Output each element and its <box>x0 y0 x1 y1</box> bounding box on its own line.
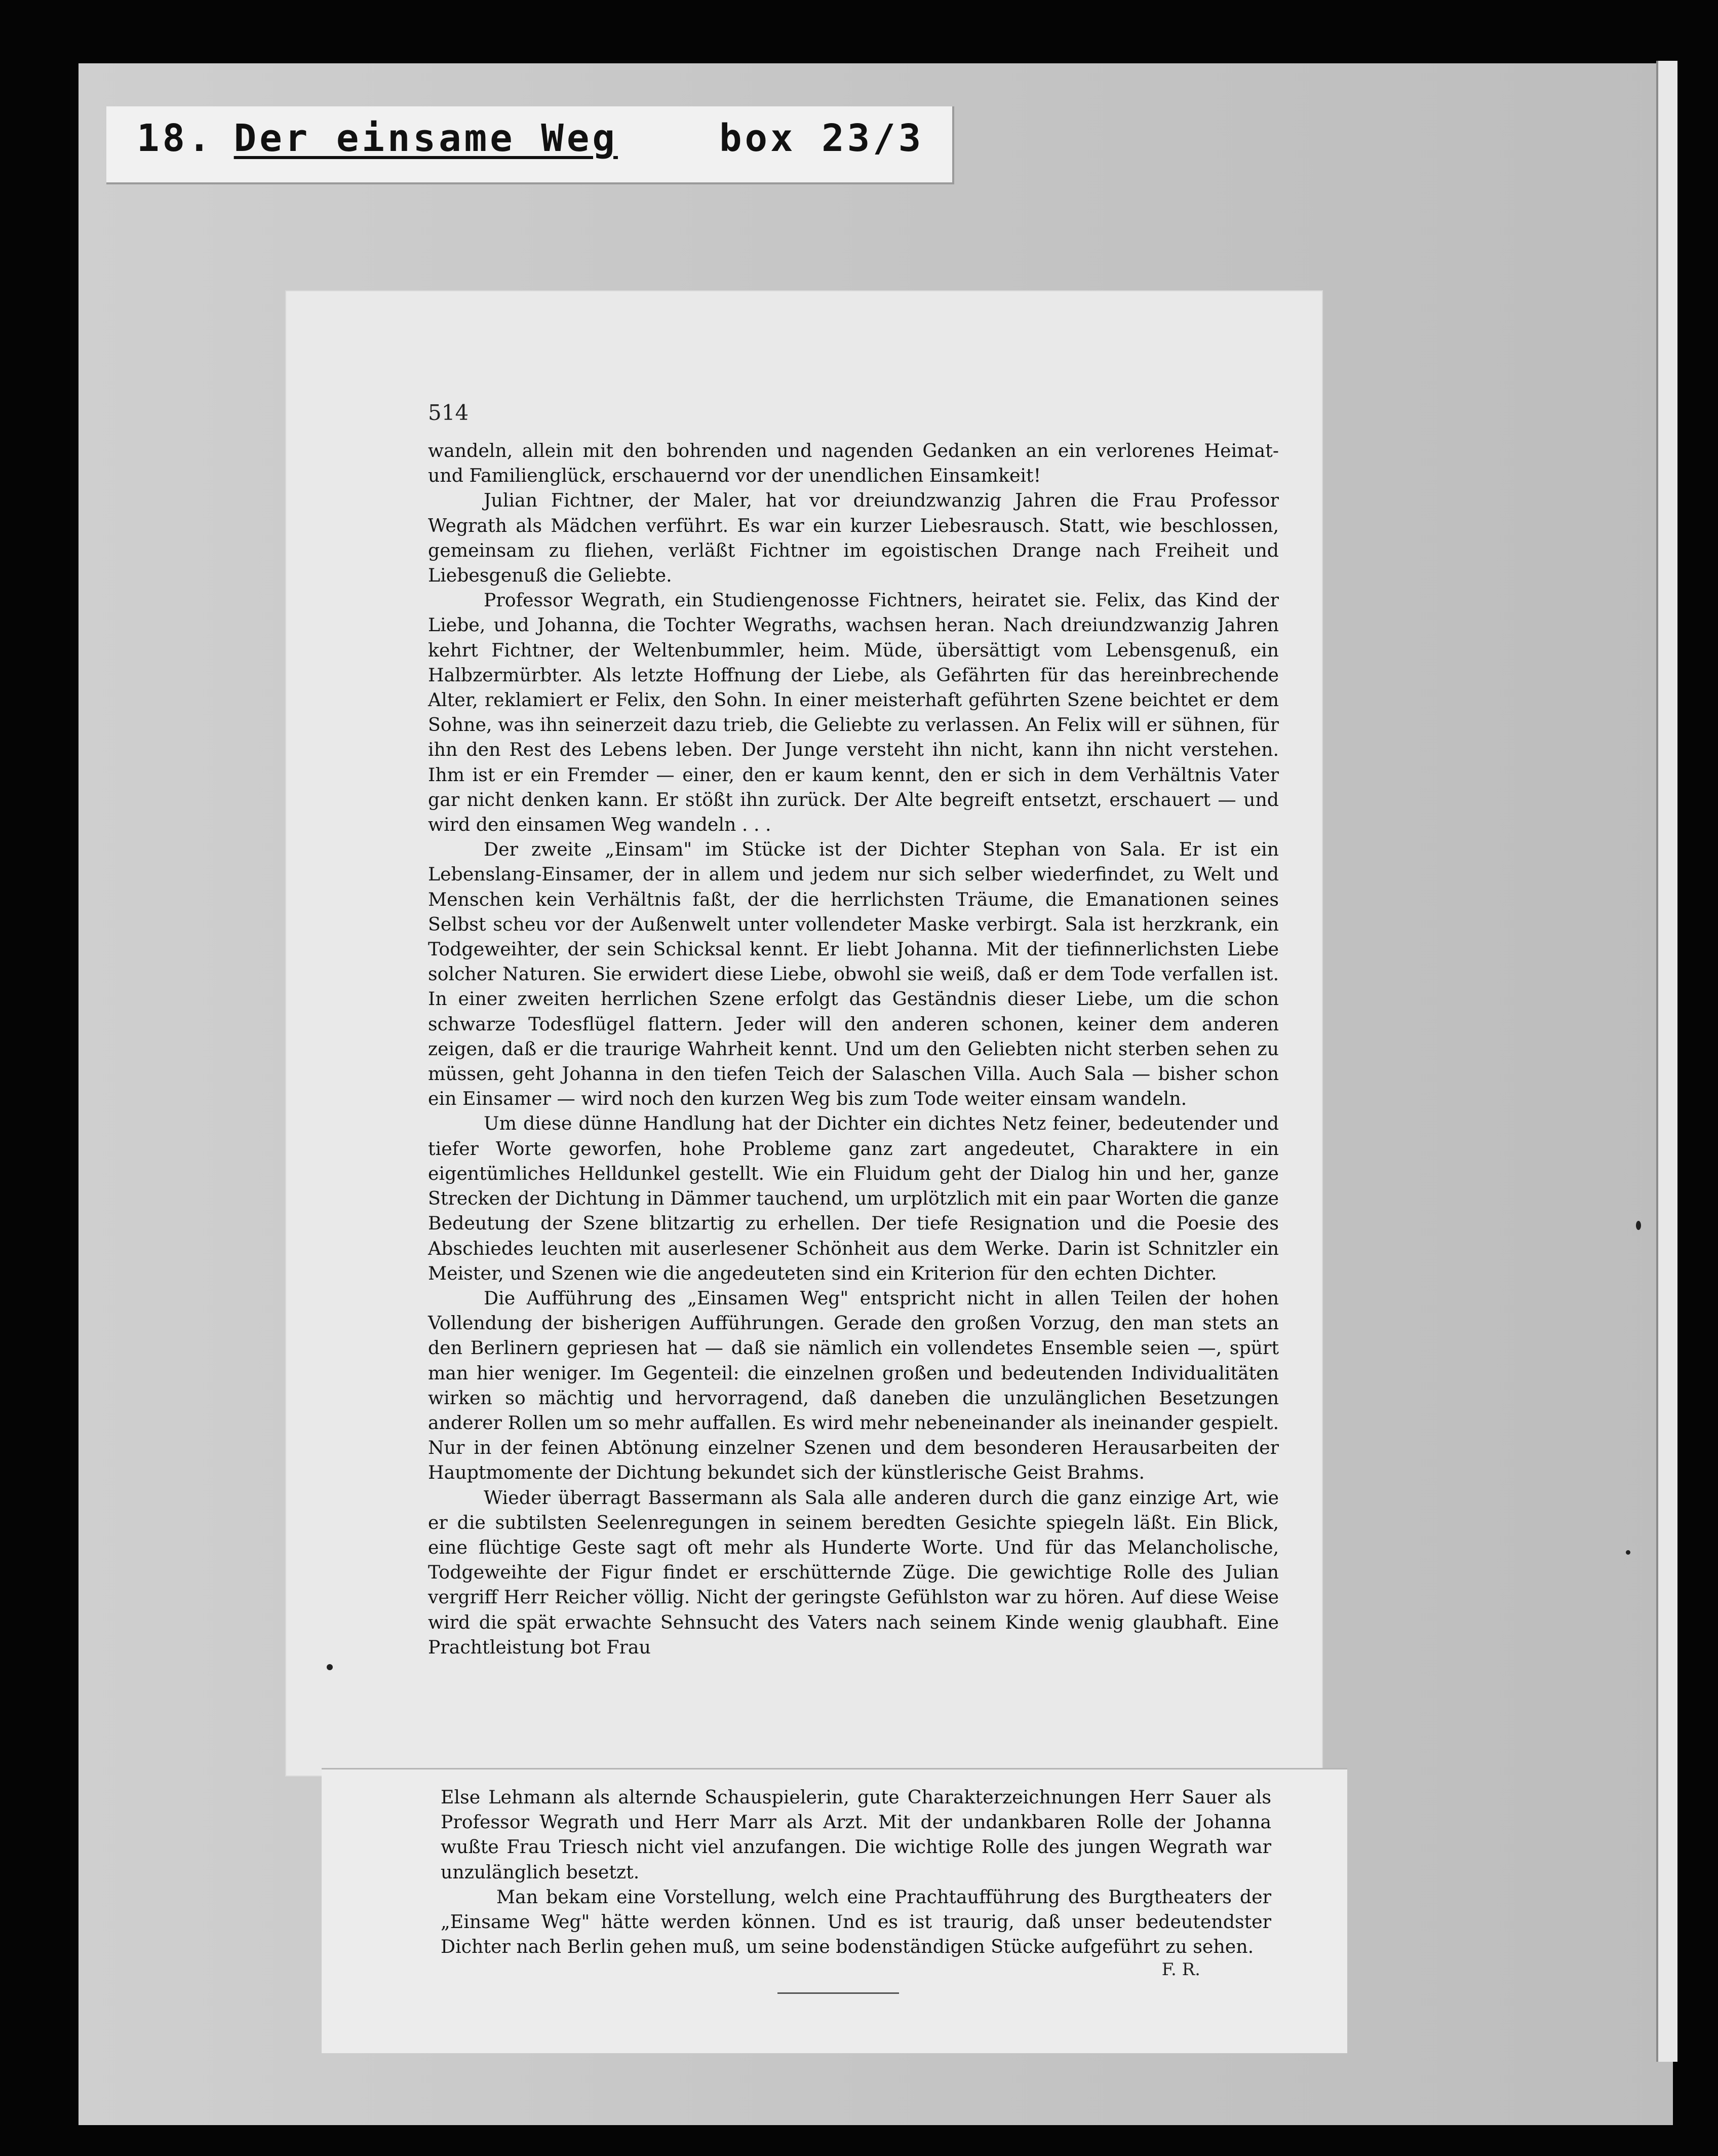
dust-speck <box>327 1664 333 1670</box>
paragraph: Julian Fichtner, der Maler, hat vor dreiundzwanzig Jahren die Frau Professor Wegrath als Mädchen verführt. Es war ein kurzer Liebesrausch. Statt, wie beschlossen, gemeinsam zu fliehen, verläßt Fichtner im egoistischen Drange nach Freiheit und Liebesgenuß die Geliebte. <box>428 489 1279 587</box>
page-number: 514 <box>428 400 469 425</box>
paragraph: Die Aufführung des „Einsamen Weg" entspricht nicht in allen Teilen der hohen Vollendung der bisherigen Aufführungen. Gerade den großen Vorzug, den man stets an den Berlinern gepriesen hat — daß sie nämlich ein vollendetes Ensemble seien —, spürt man hier weniger. Im Gegenteil: die einzelnen großen und bedeutenden Individualitäten wirken so mächtig und hervorragend, daß daneben die unzulänglichen Besetzungen anderer Rollen um so mehr auffallen. Es wird mehr nebeneinander als ineinander gespielt. Nur in der feinen Abtönung einzelner Szenen und dem besonderen Herausarbeiten der Hauptmomente der Dichtung bekundet sich der künstlerische Geist Brahms. <box>428 1287 1279 1484</box>
label-box: box 23/3 <box>719 117 924 160</box>
paragraph: Professor Wegrath, ein Studiengenosse Fichtners, heiratet sie. Felix, das Kind der Liebe, und Johanna, die Tochter Wegraths, wachsen heran. Nach dreiundzwanzig Jahren kehrt Fichtner, der Weltenbummler, heim. Müde, übersättigt vom Lebensgenuß, ein Halbzermürbter. Als letzte Hoffnung der Liebe, als Gefährten für das hereinbrechende Alter, reklamiert er Felix, den Sohn. In einer meisterhaft geführten Szene beichtet er dem Sohne, was ihn seinerzeit dazu trieb, die Geliebte zu verlassen. An Felix will er sühnen, für ihn den Rest des Lebens leben. Der Junge versteht ihn nicht, kann ihn nicht verstehen. Ihm ist er ein Fremder — einer, den er kaum kennt, den er sich in dem Verhältnis Vater gar nicht denken kann. Er stößt ihn zurück. Der Alte begreift entsetzt, erschauert — und wird den einsamen Weg wandeln . . . <box>428 589 1279 836</box>
sheet-edge <box>1656 61 1677 2062</box>
article-continuation <box>441 1785 1271 1959</box>
paragraph: Der zweite „Einsam" im Stücke ist der Dichter Stephan von Sala. Er ist ein Lebenslang-Einsamer, der in allem und jedem nur sich selber wiederfindet, zu Welt und Menschen kein Verhältnis faßt, der die herrlichsten Träume, die Emanationen seines Selbst scheu vor der Außenwelt unter vollendeter Maske verbirgt. Sala ist herzkrank, ein Todgeweihter, der sein Schicksal kennt. Er liebt Johanna. Mit der tiefinnerlichsten Liebe solcher Naturen. Sie erwidert diese Liebe, obwohl sie weiß, daß er dem Tode verfallen ist. In einer zweiten herrlichen Szene erfolgt das Geständnis dieser Liebe, um die schon schwarze Todesflügel flattern. Jeder will den anderen schonen, keiner dem anderen zeigen, daß er die traurige Wahrheit kennt. Und um den Geliebten nicht sterben sehen zu müssen, geht Johanna in den tiefen Teich der Salaschen Villa. Auch Sala — bisher schon ein Einsamer — wird noch den kurzen Weg bis zum Tode weiter einsam wandeln. <box>428 838 1279 1110</box>
paragraph: Man bekam eine Vorstellung, welch eine Prachtaufführung des Burgtheaters der „Einsame Weg" hätte werden können. Und es ist traurig, daß unser bedeutendster Dichter nach Berlin gehen muß, um seine bodenständigen Stücke aufgeführt zu sehen. <box>441 1885 1271 1958</box>
dust-speck <box>1626 1550 1630 1555</box>
label-title: Der einsame Weg <box>233 117 618 160</box>
newspaper-clipping <box>286 291 1322 1776</box>
paragraph: Wieder überragt Bassermann als Sala alle anderen durch die ganz einzige Art, wie er die subtilsten Seelenregungen in seinem beredten Gesichte spiegeln läßt. Ein Blick, eine flüchtige Geste sagt oft mehr als Hunderte Worte. Und für das Melancholische, Todgeweihte der Figur findet er erschütternde Züge. Die gewichtige Rolle des Julian vergriff Herr Reicher völlig. Nicht der geringste Gefühlston war zu hören. Auf diese Weise wird die spät erwachte Sehnsucht des Vaters nach seinem Kinde wenig glaubhaft. Eine Prachtleistung bot Frau <box>428 1486 1279 1658</box>
clipping-continuation <box>322 1768 1347 2053</box>
label-text <box>137 117 924 160</box>
label-number: 18. <box>137 117 214 160</box>
paragraph: Um diese dünne Handlung hat der Dichter ein dichtes Netz feiner, bedeutender und tiefer Worte geworfen, hohe Probleme ganz zart angedeutet, Charaktere in ein eigentümliches Helldunkel gestellt. Wie ein Fluidum geht der Dialog hin und her, ganze Strecken der Dichtung in Dämmer tauchend, um urplötzlich mit ein paar Worten die ganze Bedeutung der Szene blitzartig zu erhellen. Der tiefe Resignation und die Poesie des Abschiedes leuchten mit auserlesener Schönheit aus dem Werke. Darin ist Schnitzler ein Meister, und Szenen wie die angedeuteten sind ein Kriterion für den echten Dichter. <box>428 1112 1279 1284</box>
paragraph: Else Lehmann als alternde Schauspielerin, gute Charakterzeichnungen Herr Sauer als Professor Wegrath und Herr Marr als Arzt. Mit der undankbaren Rolle der Johanna wußte Frau Triesch nicht viel anzufangen. Die wichtige Rolle des jungen Wegrath war unzulänglich besetzt. <box>441 1786 1271 1883</box>
dust-speck <box>1636 1221 1641 1230</box>
divider-rule <box>777 1992 899 1994</box>
article-body <box>428 438 1279 1660</box>
author-signature: F. R. <box>1161 1959 1200 1980</box>
paragraph: wandeln, allein mit den bohrenden und nagenden Gedanken an ein verlorenes Heimat- und Familienglück, erschauernd vor der unendlichen Einsamkeit! <box>428 440 1279 487</box>
archive-label <box>106 106 954 184</box>
